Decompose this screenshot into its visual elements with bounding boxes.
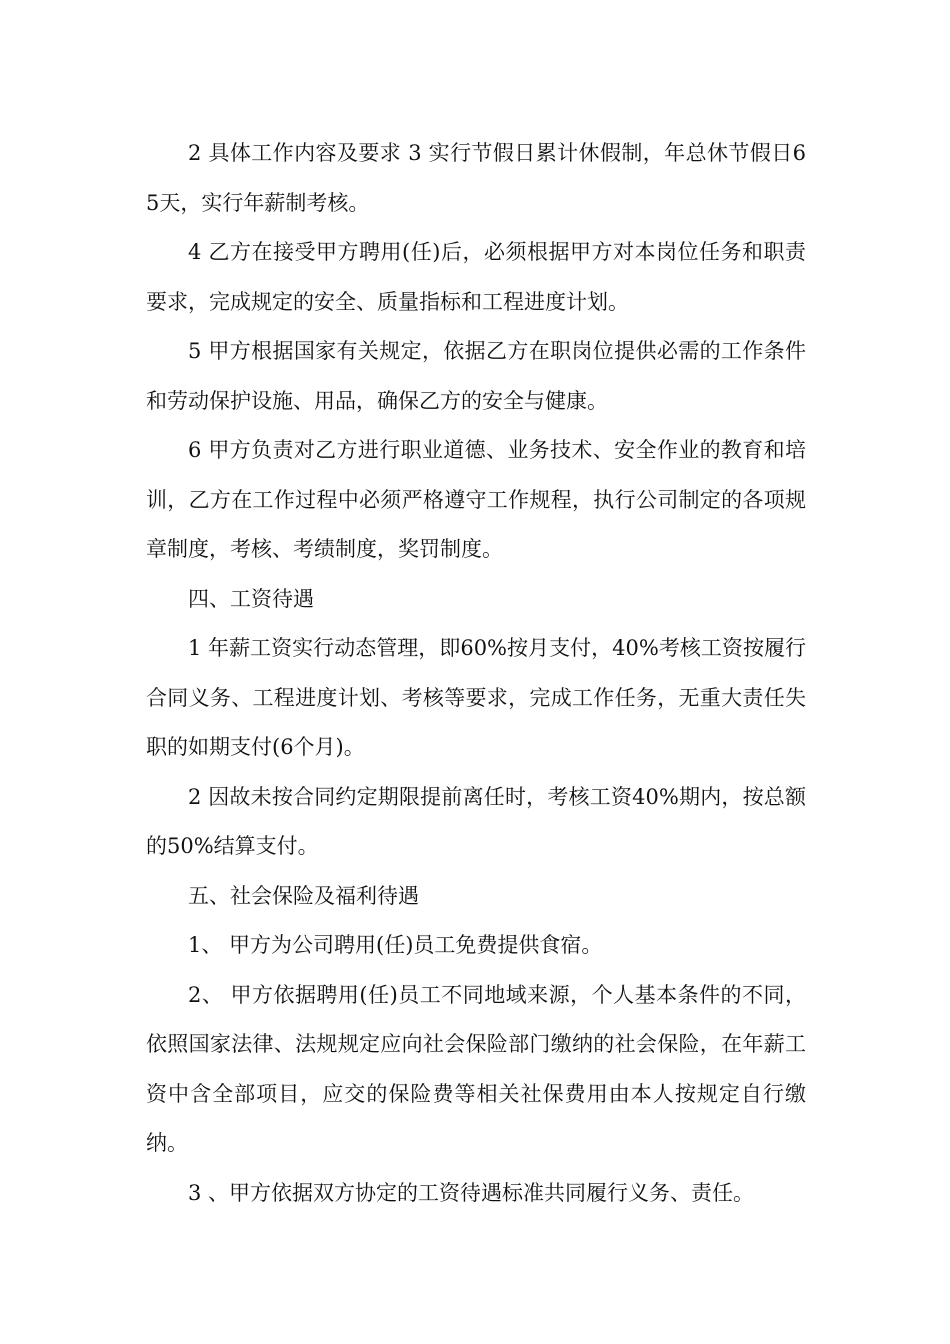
paragraph-early-departure: 2 因故未按合同约定期限提前离任时，考核工资40%期内，按总额的50%结算支付。	[146, 784, 806, 858]
paragraph-food-lodging: 1、 甲方为公司聘用(任)员工免费提供食宿。	[188, 933, 603, 957]
paragraph-working-conditions: 5 甲方根据国家有关规定，依据乙方在职岗位提供必需的工作条件和劳动保护设施、用品，确保乙方的安全与健康。	[146, 339, 806, 413]
section-heading-insurance: 五、社会保险及福利待遇	[188, 883, 419, 908]
paragraph-work-content: 2 具体工作内容及要求 3 实行节假日累计休假制，年总休节假日65天，实行年薪制考核。	[146, 141, 806, 215]
paragraph-salary-payment: 1 年薪工资实行动态管理，即60%按月支付，40%考核工资按履行合同义务、工程进度计划、考核等要求，完成工作任务，无重大责任失职的如期支付(6个月)。	[146, 636, 806, 759]
paragraph-obligations: 3 、甲方依据双方协定的工资待遇标准共同履行义务、责任。	[188, 1180, 755, 1205]
paragraph-social-insurance: 2、 甲方依据聘用(任)员工不同地域来源，个人基本条件的不同，依照国家法律、法规规定应向社会保险部门缴纳的社会保险，在年薪工资中含全部项目，应交的保险费等相关社保费用由本人按规定自行缴纳。	[146, 982, 806, 1155]
paragraph-training: 6 甲方负责对乙方进行职业道德、业务技术、安全作业的教育和培训，乙方在工作过程中必须严格遵守工作规程，执行公司制定的各项规章制度，考核、考绩制度，奖罚制度。	[146, 438, 806, 561]
section-heading-salary: 四、工资待遇	[188, 586, 314, 611]
paragraph-duties: 4 乙方在接受甲方聘用(任)后，必须根据甲方对本岗位任务和职责要求，完成规定的安全、质量指标和工程进度计划。	[146, 240, 806, 314]
